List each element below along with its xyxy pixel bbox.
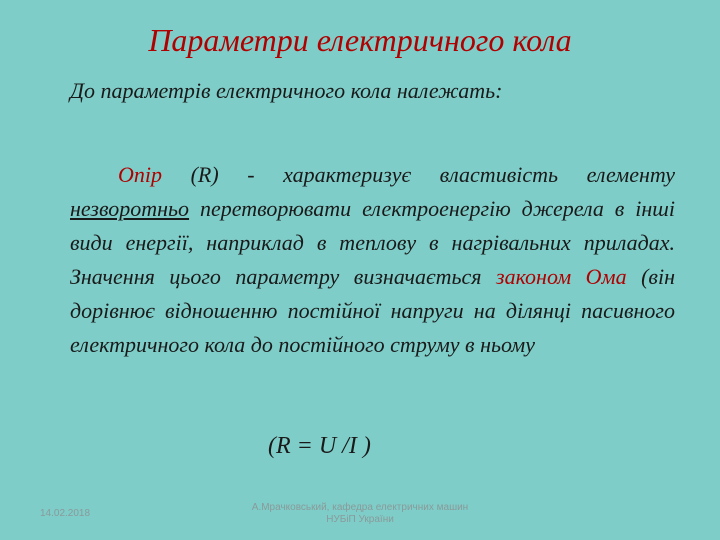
resistance-paragraph [70, 158, 675, 362]
footer-author: А.Мрачковський, кафедра електричних машин НУБіП України [251, 502, 469, 525]
term-resistance: Опір [118, 162, 162, 187]
slide-title: Параметри електричного кола [148, 22, 572, 58]
underlined-word: незворотньо [70, 196, 190, 221]
paragraph-body: перетворювати електроенергію джерела в інші види енергії, наприклад в теплову в нагрівальних приладах. Значення цього параметру визначається [70, 196, 675, 289]
formula: (R = U /I ) [268, 433, 371, 459]
paragraph-end: (він дорівнює відношенню постійної напруги на ділянці пасивного електричного кола до постійного струму в ньому [70, 264, 675, 357]
ohm-law-link: законом Ома [496, 264, 627, 289]
intro-text: До параметрів електричного кола належать: [70, 78, 503, 103]
footer-date: 14.02.2018 [40, 508, 91, 519]
term-description: (R) - характеризує властивість елементу [162, 162, 675, 187]
